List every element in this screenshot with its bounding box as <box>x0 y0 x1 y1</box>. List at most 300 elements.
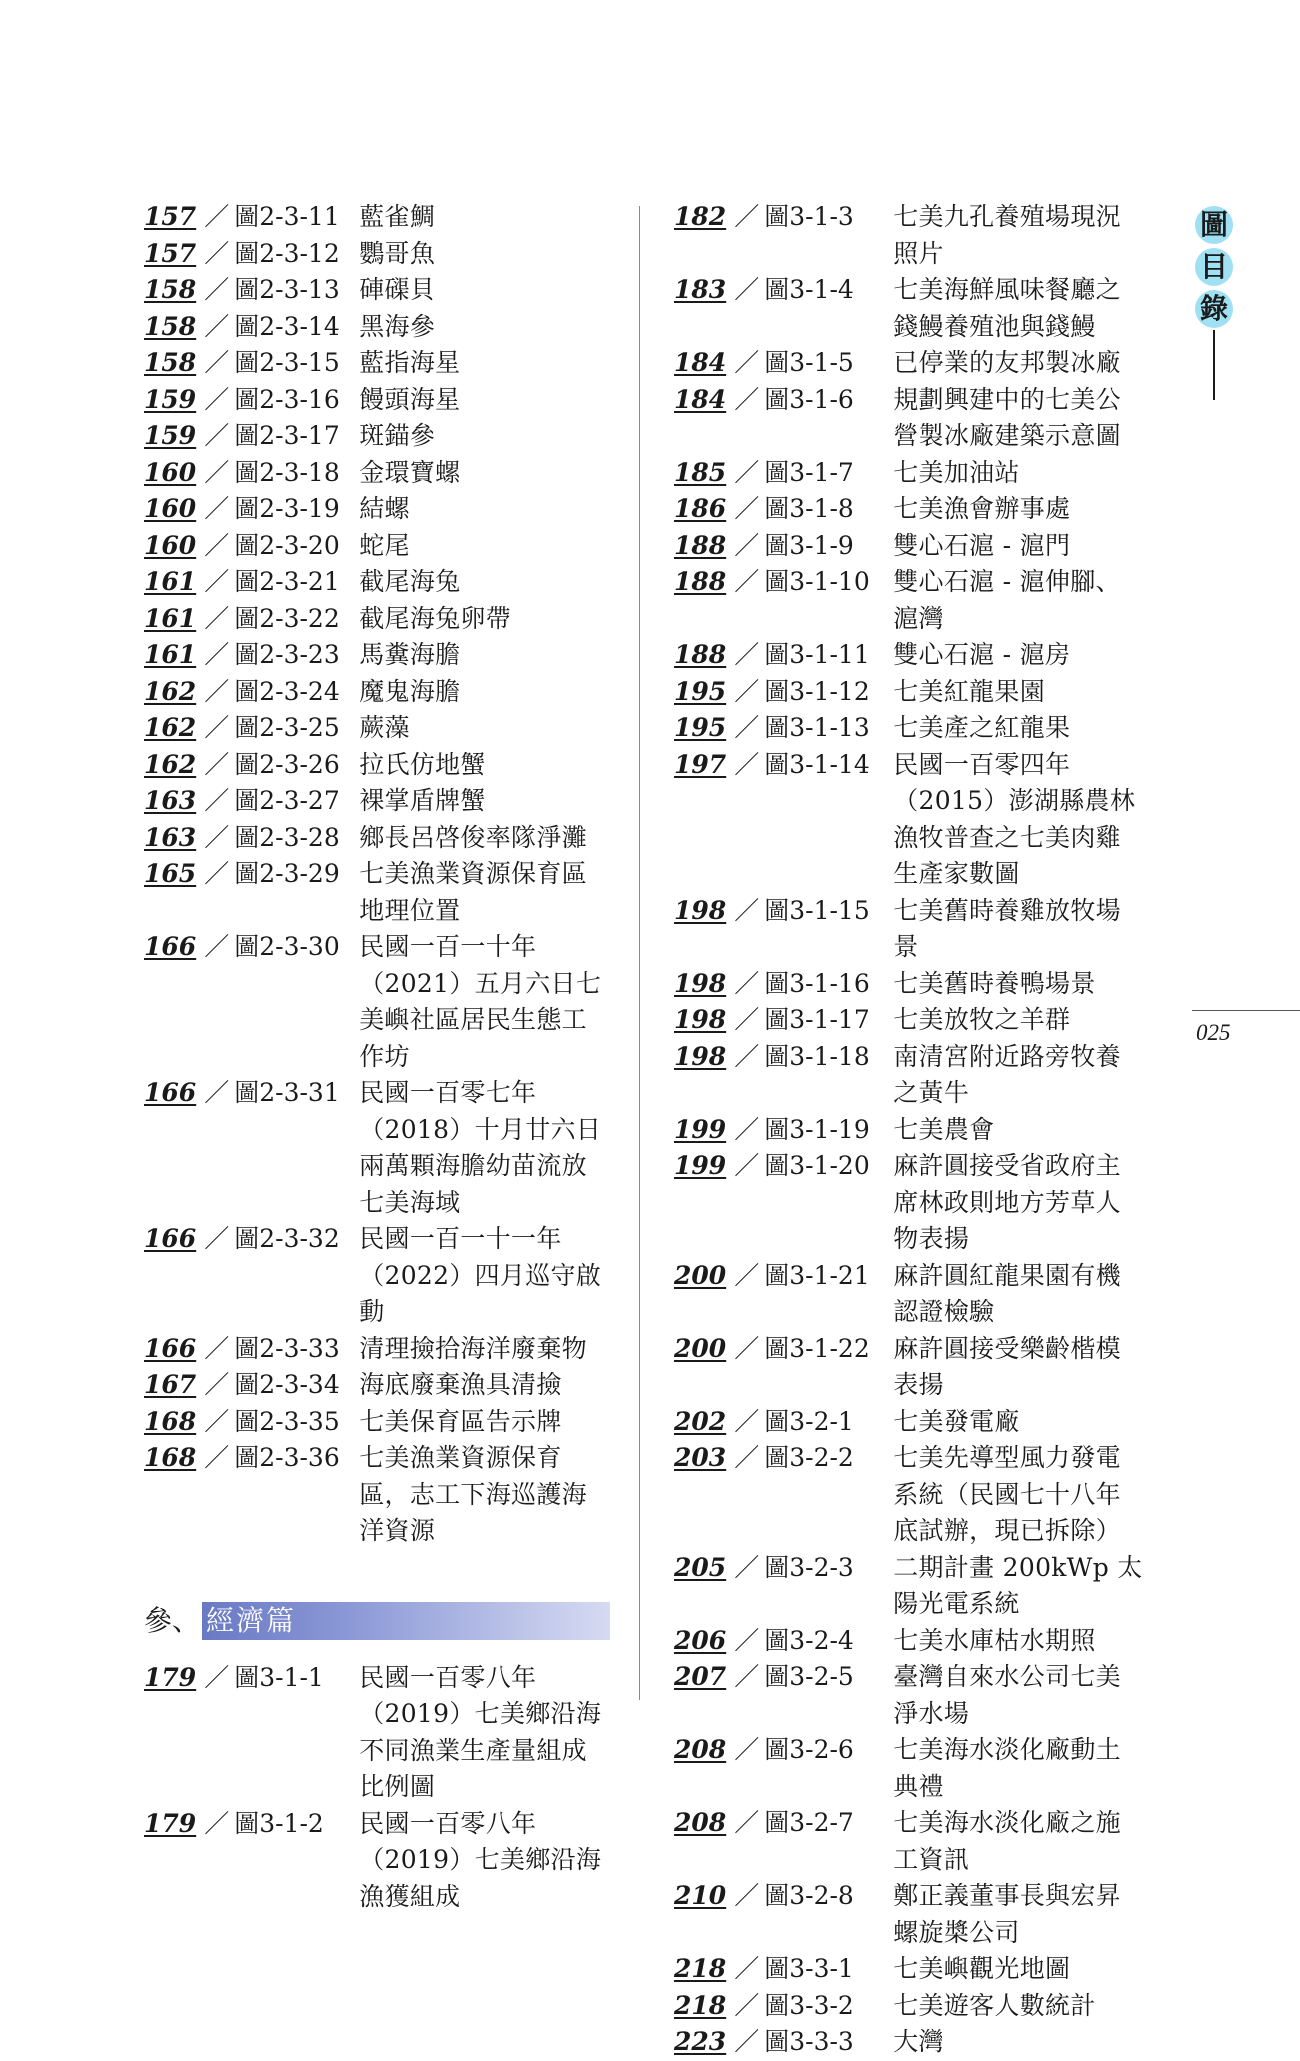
figure-entry <box>674 637 1144 674</box>
figure-title: 截尾海兔 <box>359 567 461 596</box>
side-tab-char-3: 錄 <box>1195 290 1233 328</box>
figure-label: 圖 <box>234 348 260 377</box>
figure-entry <box>674 491 1144 528</box>
figure-entry <box>144 1404 610 1441</box>
figure-number: 3-1-22 <box>789 1333 870 1363</box>
separator: ／ <box>204 567 230 596</box>
figure-number: 3-1-1 <box>259 1662 324 1692</box>
figure-entry <box>674 710 1144 747</box>
left-column <box>144 199 610 1915</box>
figure-entry <box>144 1367 610 1404</box>
figure-entry <box>144 856 610 929</box>
figure-label: 圖 <box>234 676 260 706</box>
figure-title: 七美舊時養鴨場景 <box>893 968 1096 998</box>
figure-title: 麻許圓紅龍果園有機認證檢驗 <box>893 1260 1121 1326</box>
figure-page-link[interactable]: 165 <box>144 859 197 888</box>
figure-number: 3-1-5 <box>789 348 854 377</box>
figure-page-link[interactable]: 200 <box>674 1260 727 1290</box>
figure-number: 3-2-6 <box>789 1735 854 1764</box>
figure-entry <box>674 1148 1144 1258</box>
figure-label: 圖 <box>764 1114 790 1144</box>
figure-page-link[interactable]: 188 <box>674 530 727 560</box>
separator: ／ <box>734 384 760 414</box>
figure-title: 七美遊客人數統計 <box>893 1990 1096 2020</box>
figure-number: 2-3-22 <box>259 603 340 633</box>
figure-entry <box>674 1404 1144 1441</box>
figure-title: 民國一百零八年（2019）七美鄉沿海不同漁業生產量組成比例圖 <box>359 1662 602 1801</box>
figure-entry <box>144 236 610 273</box>
figure-entry <box>144 272 610 309</box>
figure-number: 2-3-11 <box>259 202 340 231</box>
figure-number: 2-3-27 <box>259 786 340 815</box>
figure-page-link[interactable]: 188 <box>674 567 727 596</box>
figure-page-link[interactable]: 157 <box>144 202 197 231</box>
figure-page-link[interactable]: 186 <box>674 494 727 523</box>
figure-page-link[interactable]: 195 <box>674 676 727 706</box>
separator: ／ <box>204 1224 230 1253</box>
figure-title: 七美漁業資源保育區地理位置 <box>359 859 587 925</box>
figure-entry <box>144 674 610 711</box>
figure-entry <box>674 1951 1144 1988</box>
figure-number: 2-3-19 <box>259 494 340 523</box>
figure-label: 圖 <box>764 1808 790 1837</box>
figure-title: 雙心石滬 - 滬門 <box>893 530 1071 560</box>
figure-label: 圖 <box>764 457 790 487</box>
separator: ／ <box>204 275 230 304</box>
figure-number: 3-2-4 <box>789 1625 854 1655</box>
figure-title: 馬糞海膽 <box>359 640 461 669</box>
figure-label: 圖 <box>764 1625 790 1655</box>
figure-number: 3-1-15 <box>789 895 870 925</box>
separator: ／ <box>734 676 760 706</box>
figure-page-link[interactable]: 199 <box>674 1114 727 1144</box>
figure-title: 蕨藻 <box>359 713 410 742</box>
figure-page-link[interactable]: 198 <box>674 895 727 925</box>
figure-title: 雙心石滬 - 滬伸腳、滬灣 <box>893 567 1121 633</box>
figure-number: 2-3-25 <box>259 713 340 742</box>
figure-label: 圖 <box>234 1808 260 1838</box>
separator: ／ <box>734 494 760 523</box>
figure-page-link[interactable]: 218 <box>674 1954 727 1983</box>
figure-number: 3-1-12 <box>789 676 870 706</box>
figure-number: 2-3-35 <box>259 1406 340 1436</box>
separator: ／ <box>734 1990 760 2020</box>
figure-title: 蛇尾 <box>359 530 410 560</box>
figure-page-link[interactable]: 184 <box>674 384 727 414</box>
figure-page-link[interactable]: 197 <box>674 749 727 779</box>
figure-number: 3-1-14 <box>789 749 870 779</box>
figure-label: 圖 <box>764 749 790 779</box>
figure-entry <box>674 1002 1144 1039</box>
figure-page-link[interactable]: 195 <box>674 713 727 742</box>
separator: ／ <box>734 1808 760 1837</box>
figure-title: 裸掌盾牌蟹 <box>359 786 486 815</box>
separator: ／ <box>734 202 760 231</box>
separator: ／ <box>204 1078 230 1107</box>
figure-title: 海底廢棄漁具清撿 <box>359 1370 562 1399</box>
figure-page-link[interactable]: 182 <box>674 202 727 231</box>
figure-label: 圖 <box>234 1078 260 1107</box>
figure-entry <box>674 199 1144 272</box>
figure-label: 圖 <box>234 713 260 742</box>
figure-page-link[interactable]: 163 <box>144 786 197 815</box>
figure-page-link[interactable]: 158 <box>144 311 197 341</box>
figure-page-link[interactable]: 162 <box>144 713 197 742</box>
separator: ／ <box>734 1151 760 1180</box>
separator: ／ <box>734 457 760 487</box>
figure-entry <box>674 1878 1144 1951</box>
figure-page-link[interactable]: 206 <box>674 1625 727 1655</box>
figure-page-link[interactable]: 218 <box>674 1990 727 2020</box>
figure-page-link[interactable]: 158 <box>144 348 197 377</box>
figure-label: 圖 <box>234 1406 260 1436</box>
figure-list-economy <box>144 1660 610 1916</box>
separator: ／ <box>204 603 230 633</box>
separator: ／ <box>734 275 760 304</box>
figure-entry <box>674 1112 1144 1149</box>
figure-label: 圖 <box>764 640 790 669</box>
figure-entry <box>674 272 1144 345</box>
separator: ／ <box>734 1735 760 1764</box>
figure-page-link[interactable]: 162 <box>144 749 197 779</box>
separator: ／ <box>204 238 230 268</box>
figure-number: 2-3-13 <box>259 275 340 304</box>
figure-number: 2-3-14 <box>259 311 340 341</box>
figure-number: 3-1-7 <box>789 457 854 487</box>
figure-page-link[interactable]: 198 <box>674 1041 727 1071</box>
figure-page-link[interactable]: 157 <box>144 238 197 268</box>
separator: ／ <box>204 530 230 560</box>
figure-label: 圖 <box>764 275 790 304</box>
figure-entry <box>674 1805 1144 1878</box>
figure-entry <box>674 1550 1144 1623</box>
figure-page-link[interactable]: 161 <box>144 603 197 633</box>
figure-label: 圖 <box>234 1370 260 1399</box>
figure-label: 圖 <box>234 603 260 633</box>
figure-page-link[interactable]: 159 <box>144 384 197 414</box>
figure-page-link[interactable]: 210 <box>674 1881 727 1910</box>
figure-label: 圖 <box>764 968 790 998</box>
figure-label: 圖 <box>234 822 260 852</box>
figure-title: 七美漁會辦事處 <box>893 494 1071 523</box>
figure-title: 藍雀鯛 <box>359 202 436 231</box>
figure-label: 圖 <box>764 348 790 377</box>
figure-page-link[interactable]: 208 <box>674 1735 727 1764</box>
figure-page-link[interactable]: 166 <box>144 1224 197 1253</box>
figure-title: 七美海鮮風味餐廳之錢鰻養殖池與錢鰻 <box>893 275 1121 341</box>
figure-title: 清理撿拾海洋廢棄物 <box>359 1333 587 1363</box>
figure-page-link[interactable]: 198 <box>674 968 727 998</box>
separator: ／ <box>734 1333 760 1363</box>
figure-label: 圖 <box>234 1333 260 1363</box>
figure-page-link[interactable]: 198 <box>674 1005 727 1034</box>
figure-title: 七美產之紅龍果 <box>893 713 1071 742</box>
figure-number: 3-1-2 <box>259 1808 324 1838</box>
figure-label: 圖 <box>234 749 260 779</box>
figure-number: 3-3-3 <box>789 2027 854 2056</box>
figure-title: 民國一百零七年（2018）十月廿六日兩萬顆海膽幼苗流放七美海域 <box>359 1078 602 1217</box>
figure-title: 鄉長呂啓俊率隊淨灘 <box>359 822 587 852</box>
figure-page-link[interactable]: 199 <box>674 1151 727 1180</box>
figure-page-link[interactable]: 166 <box>144 1333 197 1363</box>
figure-number: 3-2-5 <box>789 1662 854 1691</box>
separator: ／ <box>734 1443 760 1472</box>
separator: ／ <box>204 494 230 523</box>
figure-page-link[interactable]: 158 <box>144 275 197 304</box>
figure-title: 饅頭海星 <box>359 384 461 414</box>
figure-page-link[interactable]: 166 <box>144 932 197 961</box>
figure-entry <box>674 1623 1144 1660</box>
separator: ／ <box>734 1260 760 1290</box>
figure-title: 斑錨參 <box>359 421 436 450</box>
page-number-rule <box>1192 1010 1300 1011</box>
figure-number: 2-3-18 <box>259 457 340 487</box>
figure-number: 3-2-8 <box>789 1881 854 1910</box>
figure-label: 圖 <box>764 1041 790 1071</box>
separator: ／ <box>734 713 760 742</box>
figure-number: 2-3-36 <box>259 1443 340 1472</box>
figure-title: 民國一百零四年（2015）澎湖縣農林漁牧普查之七美肉雞生產家數圖 <box>893 749 1136 888</box>
figure-label: 圖 <box>764 2027 790 2056</box>
separator: ／ <box>204 1662 230 1692</box>
figure-title: 雙心石滬 - 滬房 <box>893 640 1071 669</box>
figure-title: 七美水庫枯水期照 <box>893 1625 1096 1655</box>
figure-page-link[interactable]: 205 <box>674 1552 727 1582</box>
figure-label: 圖 <box>234 567 260 596</box>
figure-number: 3-1-3 <box>789 202 854 231</box>
figure-entry <box>674 1732 1144 1805</box>
figure-page-link[interactable]: 168 <box>144 1406 197 1436</box>
figure-title: 民國一百一十一年（2022）四月巡守啟動 <box>359 1224 602 1326</box>
figure-entry <box>144 601 610 638</box>
figure-title: 七美放牧之羊群 <box>893 1005 1071 1034</box>
figure-label: 圖 <box>234 494 260 523</box>
figure-entry <box>144 528 610 565</box>
figure-label: 圖 <box>234 275 260 304</box>
figure-entry <box>674 1039 1144 1112</box>
figure-page-link[interactable]: 203 <box>674 1443 727 1472</box>
separator: ／ <box>204 311 230 341</box>
separator: ／ <box>734 1041 760 1071</box>
figure-title: 鄭正義董事長與宏昇螺旋槳公司 <box>893 1881 1121 1947</box>
figure-number: 2-3-23 <box>259 640 340 669</box>
figure-page-link[interactable]: 185 <box>674 457 727 487</box>
separator: ／ <box>734 2027 760 2056</box>
figure-label: 圖 <box>234 786 260 815</box>
figure-label: 圖 <box>764 1662 790 1691</box>
figure-title: 七美嶼觀光地圖 <box>893 1954 1071 1983</box>
section-title: 經濟篇 <box>206 1603 297 1637</box>
figure-label: 圖 <box>764 713 790 742</box>
figure-list-left <box>144 199 610 1550</box>
figure-page-link[interactable]: 207 <box>674 1662 727 1691</box>
figure-number: 3-3-2 <box>789 1990 854 2020</box>
separator: ／ <box>204 676 230 706</box>
figure-number: 3-3-1 <box>789 1954 854 1983</box>
separator: ／ <box>734 1114 760 1144</box>
figure-label: 圖 <box>764 1151 790 1180</box>
figure-number: 3-1-6 <box>789 384 854 414</box>
figure-page-link[interactable]: 167 <box>144 1370 197 1399</box>
figure-entry <box>144 820 610 857</box>
figure-number: 3-1-21 <box>789 1260 870 1290</box>
figure-title: 拉氏仿地蟹 <box>359 749 486 779</box>
figure-page-link[interactable]: 179 <box>144 1808 197 1838</box>
figure-label: 圖 <box>764 1881 790 1910</box>
figure-number: 2-3-24 <box>259 676 340 706</box>
figure-title: 藍指海星 <box>359 348 461 377</box>
figure-number: 2-3-34 <box>259 1370 340 1399</box>
figure-title: 七美紅龍果園 <box>893 676 1046 706</box>
figure-label: 圖 <box>764 1260 790 1290</box>
figure-page-link[interactable]: 161 <box>144 640 197 669</box>
figure-entry <box>674 345 1144 382</box>
figure-title: 黑海參 <box>359 311 436 341</box>
figure-entry <box>674 528 1144 565</box>
figure-number: 3-2-7 <box>789 1808 854 1837</box>
figure-page-link[interactable]: 202 <box>674 1406 727 1436</box>
figure-label: 圖 <box>764 1552 790 1582</box>
figure-title: 民國一百零八年（2019）七美鄉沿海漁獲組成 <box>359 1808 602 1911</box>
separator: ／ <box>734 1005 760 1034</box>
figure-list-right <box>674 199 1144 2061</box>
figure-title: 南清宮附近路旁牧養之黃牛 <box>893 1041 1121 1107</box>
figure-label: 圖 <box>234 421 260 450</box>
figure-number: 3-1-18 <box>789 1041 870 1071</box>
separator: ／ <box>204 348 230 377</box>
figure-label: 圖 <box>764 676 790 706</box>
figure-entry <box>144 1331 610 1368</box>
separator: ／ <box>734 749 760 779</box>
figure-number: 2-3-17 <box>259 421 340 450</box>
figure-entry <box>674 1659 1144 1732</box>
separator: ／ <box>204 786 230 815</box>
figure-label: 圖 <box>764 1990 790 2020</box>
figure-page-link[interactable]: 161 <box>144 567 197 596</box>
figure-label: 圖 <box>234 859 260 888</box>
figure-title: 規劃興建中的七美公營製冰廠建築示意圖 <box>893 384 1121 450</box>
figure-page-link[interactable]: 168 <box>144 1443 197 1472</box>
figure-label: 圖 <box>764 567 790 596</box>
figure-title: 民國一百一十年（2021）五月六日七美嶼社區居民生態工作坊 <box>359 932 602 1071</box>
figure-title: 魔鬼海膽 <box>359 676 461 706</box>
separator: ／ <box>734 640 760 669</box>
separator: ／ <box>204 932 230 961</box>
figure-page-link[interactable]: 160 <box>144 457 197 487</box>
figure-label: 圖 <box>764 202 790 231</box>
figure-number: 3-1-16 <box>789 968 870 998</box>
figure-title: 七美漁業資源保育區，志工下海巡護海洋資源 <box>359 1443 587 1545</box>
figure-entry <box>144 418 610 455</box>
figure-entry <box>144 382 610 419</box>
figure-entry <box>144 637 610 674</box>
figure-entry <box>144 929 610 1075</box>
figure-number: 2-3-20 <box>259 530 340 560</box>
figure-number: 3-1-19 <box>789 1114 870 1144</box>
figure-entry <box>674 747 1144 893</box>
figure-entry <box>144 747 610 784</box>
figure-number: 2-3-33 <box>259 1333 340 1363</box>
separator: ／ <box>204 1443 230 1472</box>
figure-label: 圖 <box>234 932 260 961</box>
figure-label: 圖 <box>764 1333 790 1363</box>
figure-page-link[interactable]: 200 <box>674 1333 727 1363</box>
figure-entry <box>674 1440 1144 1550</box>
figure-label: 圖 <box>234 238 260 268</box>
separator: ／ <box>734 1881 760 1910</box>
figure-entry <box>144 199 610 236</box>
figure-page-link[interactable]: 179 <box>144 1662 197 1692</box>
figure-label: 圖 <box>764 895 790 925</box>
figure-entry <box>674 966 1144 1003</box>
figure-label: 圖 <box>764 1443 790 1472</box>
figure-number: 2-3-29 <box>259 859 340 888</box>
figure-title: 鸚哥魚 <box>359 238 436 268</box>
section-heading <box>144 1602 610 1640</box>
figure-number: 3-1-13 <box>789 713 870 742</box>
figure-page-link[interactable]: 223 <box>674 2027 727 2056</box>
figure-page-link[interactable]: 184 <box>674 348 727 377</box>
figure-number: 3-2-2 <box>789 1443 854 1472</box>
figure-title: 七美海水淡化廠動土典禮 <box>893 1735 1121 1801</box>
figure-page-link[interactable]: 208 <box>674 1808 727 1837</box>
figure-entry <box>674 382 1144 455</box>
figure-page-link[interactable]: 159 <box>144 421 197 450</box>
figure-label: 圖 <box>764 1406 790 1436</box>
separator: ／ <box>204 457 230 487</box>
separator: ／ <box>204 822 230 852</box>
figure-label: 圖 <box>764 1005 790 1034</box>
figure-page-link[interactable]: 183 <box>674 275 727 304</box>
figure-title: 硨磲貝 <box>359 275 436 304</box>
figure-title: 麻許圓接受省政府主席林政則地方芳草人物表揚 <box>893 1151 1121 1253</box>
figure-number: 3-1-10 <box>789 567 870 596</box>
figure-entry <box>144 1075 610 1221</box>
figure-page-link[interactable]: 163 <box>144 822 197 852</box>
figure-entry <box>674 1258 1144 1331</box>
separator: ／ <box>734 348 760 377</box>
figure-number: 3-2-1 <box>789 1406 854 1436</box>
figure-page-link[interactable]: 160 <box>144 494 197 523</box>
figure-title: 七美加油站 <box>893 457 1020 487</box>
side-tab-char-2: 目 <box>1195 248 1233 286</box>
figure-number: 2-3-31 <box>259 1078 340 1107</box>
figure-number: 3-1-17 <box>789 1005 870 1034</box>
figure-entry <box>674 893 1144 966</box>
figure-page-link[interactable]: 188 <box>674 640 727 669</box>
figure-entry <box>674 1331 1144 1404</box>
figure-entry <box>144 564 610 601</box>
figure-page-link[interactable]: 166 <box>144 1078 197 1107</box>
figure-title: 麻許圓接受樂齡楷模表揚 <box>893 1333 1121 1399</box>
separator: ／ <box>204 713 230 742</box>
separator: ／ <box>204 384 230 414</box>
separator: ／ <box>734 1552 760 1582</box>
figure-entry <box>674 564 1144 637</box>
figure-entry <box>674 674 1144 711</box>
figure-page-link[interactable]: 162 <box>144 676 197 706</box>
figure-title: 金環寶螺 <box>359 457 461 487</box>
figure-title: 七美保育區告示牌 <box>359 1406 562 1436</box>
figure-number: 2-3-30 <box>259 932 340 961</box>
separator: ／ <box>204 421 230 450</box>
figure-title: 結螺 <box>359 494 410 523</box>
separator: ／ <box>204 1808 230 1838</box>
page-number: 025 <box>1196 1020 1231 1045</box>
figure-title: 七美發電廠 <box>893 1406 1020 1436</box>
separator: ／ <box>734 1406 760 1436</box>
figure-page-link[interactable]: 160 <box>144 530 197 560</box>
